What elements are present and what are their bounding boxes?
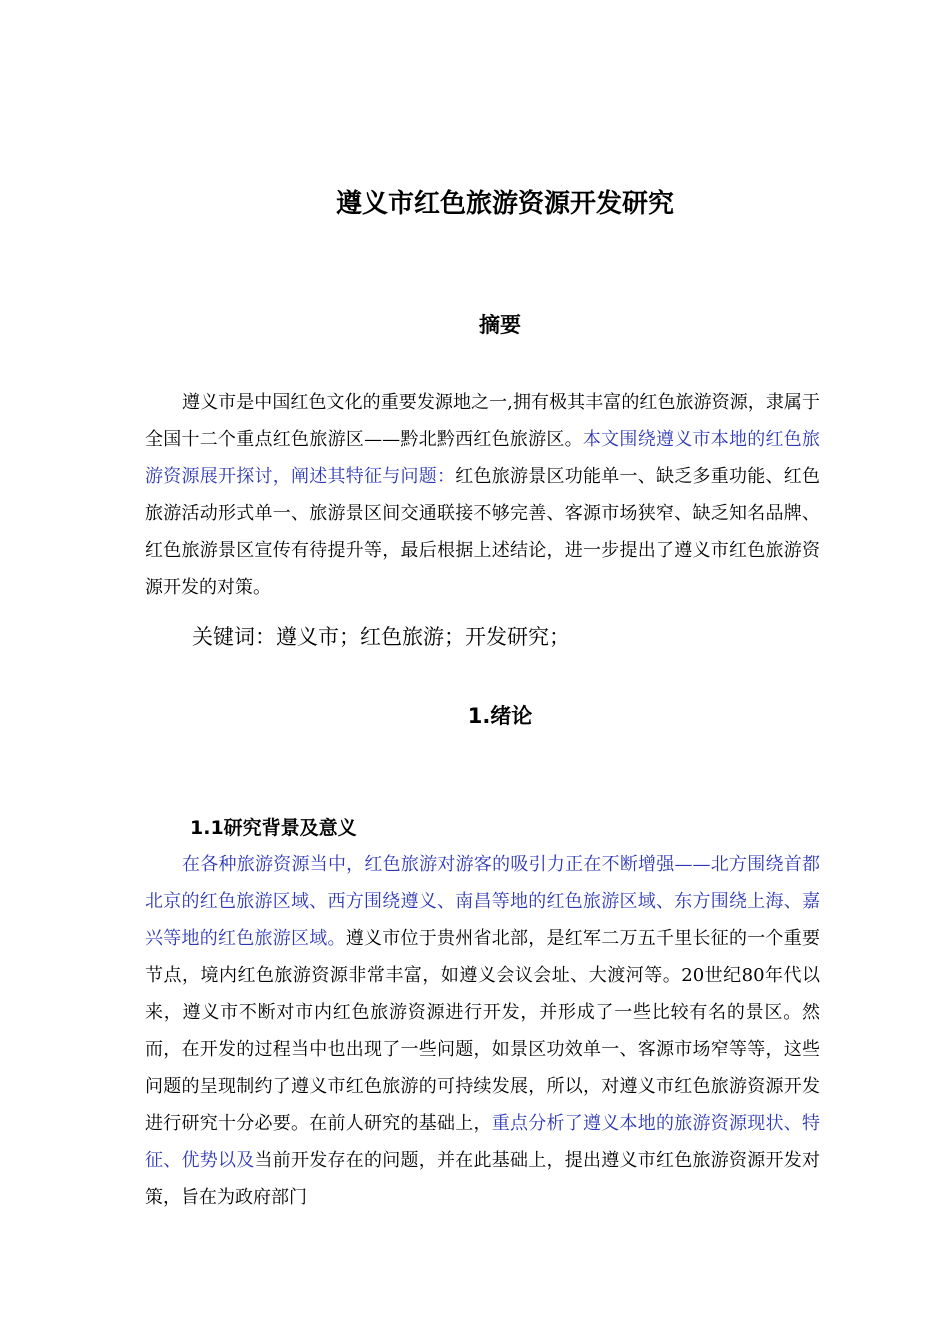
subsection-heading-background: 1.1研究背景及意义 — [190, 817, 357, 839]
background-highlight-text-2: 重点分析了遵义本地的旅游资源现状、特征、优势以及 — [145, 1113, 820, 1171]
abstract-text-part3: 红色旅游景区功能单一、缺乏多重功能、红色旅游活动形式单一、旅游景区间交通联接不够完善、客源市场狭窄、缺乏知名品牌、红色旅游景区宣传有待提升等，最后根据上述结论，进一步提出了遵义市红色旅游资源开发的对策。 — [145, 466, 820, 598]
background-highlight-text-1: 在各种旅游资源当中，红色旅游对游客的吸引力正在不断增强——北方围绕首都北京的红色旅游区域、西方围绕遵义、南昌等地的红色旅游区域、东方围绕上海、嘉兴等地的红色旅游区域。 — [145, 854, 820, 949]
section-heading-introduction: 1.绪论 — [467, 704, 533, 728]
document-title: 遵义市红色旅游资源开发研究 — [335, 189, 674, 219]
background-paragraph — [145, 846, 820, 1216]
background-text-part2: 遵义市位于贵州省北部，是红军二万五千里长征的一个重要节点，境内红色旅游资源非常丰富，如遵义会议会址、大渡河等。20世纪80年代以来，遵义市不断对市内红色旅游资源进行开发，并形成了一些比较有名的景区。然而，在开发的过程当中也出现了一些问题，如景区功效单一、客源市场窄等等，这些问题的呈现制约了遵义市红色旅游的可持续发展，所以，对遵义市红色旅游资源开发进行研究十分必要。在前人研究的基础上， — [145, 928, 820, 1134]
background-text-part4: 当前开发存在的问题，并在此基础上，提出遵义市红色旅游资源开发对策，旨在为政府部门 — [145, 1150, 820, 1208]
abstract-paragraph — [145, 384, 820, 606]
abstract-text-part1: 遵义市是中国红色文化的重要发源地之一,拥有极其丰富的红色旅游资源，隶属于全国十二个重点红色旅游区——黔北黔西红色旅游区。 — [145, 392, 820, 450]
abstract-highlight-text: 本文围绕遵义市本地的红色旅游资源展开探讨，阐述其特征与问题： — [145, 429, 821, 487]
abstract-heading: 摘要 — [479, 313, 521, 337]
keywords-line: 关键词：遵义市；红色旅游；开发研究； — [192, 625, 570, 649]
